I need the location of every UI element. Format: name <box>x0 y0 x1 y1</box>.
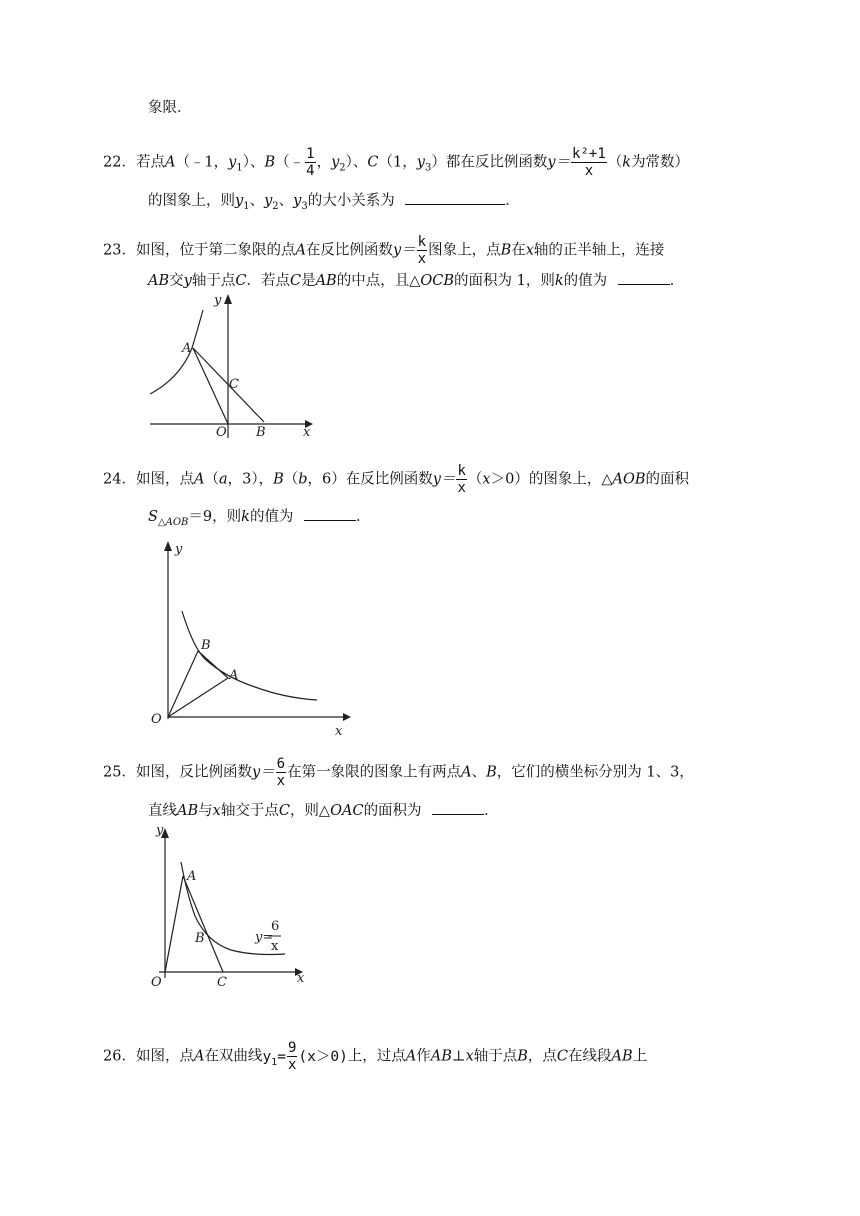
q24-figure <box>145 535 355 740</box>
q22-l2-y3: y <box>293 193 302 209</box>
q24-fig-x: x <box>335 724 343 739</box>
q25-oac: OAC <box>330 803 364 819</box>
q23-fraction <box>417 234 427 267</box>
q23-ab: AB <box>148 273 170 289</box>
q22-function-fraction <box>571 146 607 179</box>
q23-y-eq: y＝ <box>392 242 416 259</box>
q22-a-coords: （﹣1， <box>175 154 229 171</box>
q22-l2-y2: y <box>264 193 273 209</box>
q24-t5: ，6）在反比例函数 <box>307 471 433 488</box>
q24-t1: 如图，点 <box>135 471 194 488</box>
q25-fig-curve-num: 6 <box>271 919 280 934</box>
q23-t9: 是 <box>301 273 316 289</box>
q25-fig-x: x <box>297 971 305 986</box>
q24-fraction <box>456 463 466 496</box>
q24-t3: ，3）， <box>227 471 274 488</box>
q23-a: A <box>295 242 306 259</box>
q23-x: x <box>525 242 534 259</box>
q25-line2 <box>148 800 499 821</box>
q22-b-fraction <box>305 146 315 179</box>
q25-b: B <box>486 764 497 781</box>
q25-t6: 与 <box>198 803 213 819</box>
q23-figure <box>140 288 320 440</box>
q26-ab2: AB <box>611 1048 633 1065</box>
q23-k: k <box>554 273 564 289</box>
q24-number: 24． <box>103 471 136 488</box>
q24-answer-blank[interactable] <box>304 506 356 521</box>
q25-number: 25． <box>103 764 136 781</box>
q26-f-den: x <box>287 1057 297 1073</box>
q26-t1: 如图，点 <box>135 1048 194 1065</box>
q26-number: 26． <box>103 1048 136 1065</box>
q24-t2: （ <box>204 471 219 488</box>
q22-b-frac-den: 4 <box>306 163 315 179</box>
q25-f-num: 6 <box>276 756 286 772</box>
q23-t5: 轴的正半轴上，连接 <box>533 242 665 259</box>
q22-y3: y <box>416 154 425 171</box>
q24-x: x <box>482 471 491 488</box>
q26-t4: 作 <box>416 1048 431 1065</box>
q24-t4: （ <box>283 471 299 488</box>
q23-t4: 在 <box>511 242 526 259</box>
q24-s: S <box>148 509 158 525</box>
q25-fig-curve-den: x <box>271 939 279 954</box>
q25-ab: AB <box>177 803 199 819</box>
q25-figure <box>145 820 315 990</box>
q24-b: B <box>273 471 284 488</box>
q23-t7: 轴于点 <box>191 273 236 289</box>
q22-y1: y <box>228 154 237 171</box>
q23-number: 23． <box>103 242 136 259</box>
q23-t2: 在反比例函数 <box>305 242 393 259</box>
q24-a: A <box>193 471 205 488</box>
prev-question-tail: 象限． <box>148 100 192 116</box>
q22-point-a: A <box>164 154 176 171</box>
q24-fig-o: O <box>151 712 162 727</box>
q23-line1 <box>103 234 664 267</box>
q22-b-end: ）、 <box>345 154 368 171</box>
q22-b-open: （﹣ <box>275 154 305 171</box>
q23-c: C <box>235 273 247 289</box>
q22-b-frac-num: 1 <box>306 146 315 162</box>
q23-answer-blank[interactable] <box>618 270 670 285</box>
q23-t3: 图象上，点 <box>428 242 501 259</box>
q24-t6: （ <box>467 471 483 488</box>
q22-line2-a: 的图象上，则 <box>148 193 235 209</box>
q22-f-num: k²+1 <box>572 146 606 162</box>
q24-f-den: x <box>457 480 466 496</box>
q25-fig-curve-eq: y= <box>255 930 274 945</box>
q23-t8: ．若点 <box>246 273 290 289</box>
q22-y2: y <box>331 154 340 171</box>
q23-fig-o: O <box>216 425 227 440</box>
q26-y1: y <box>262 1048 272 1065</box>
q25-period: ． <box>484 803 499 819</box>
q25-t2: 在第一象限的图象上有两点 <box>287 764 462 781</box>
q25-c: C <box>278 803 290 819</box>
q22-line2: 的图象上，则$y_1$、$y_2$、$y_3$的大小关系为 ． <box>148 190 520 217</box>
q25-t1: 如图，反比例函数 <box>135 764 252 781</box>
q26-t2: 在双曲线 <box>204 1048 263 1065</box>
q23-period: ． <box>669 273 685 289</box>
q24-a-coord: a <box>218 471 228 488</box>
q24-fig-b: B <box>201 638 211 653</box>
q25-x: x <box>212 803 221 819</box>
q26-x: x <box>465 1048 474 1065</box>
q25-t7: 轴交于点 <box>220 803 279 819</box>
q25-fig-o: O <box>151 975 162 990</box>
q23-t11: 的面积为 1，则 <box>454 273 555 289</box>
q25-fig-y: y <box>156 823 164 838</box>
q23-ab2: AB <box>315 273 337 289</box>
q23-t1: 如图，位于第二象限的点 <box>135 242 296 259</box>
q23-ocb: OCB <box>420 273 454 289</box>
q22-k-close: 为常数） <box>631 154 690 171</box>
q23-t6: 交 <box>169 273 184 289</box>
q24-t8: 的面积 <box>645 471 689 488</box>
q26-a: A <box>193 1048 205 1065</box>
q24-t7: ＞0）的图象上，△ <box>490 471 613 488</box>
q22-k-open: （ <box>607 154 623 171</box>
q26-t8: 上 <box>632 1048 648 1065</box>
q22-f-den: x <box>584 163 594 179</box>
q25-line1 <box>103 756 694 789</box>
q23-f-num: k <box>417 234 427 250</box>
q22-a-end: ）、 <box>242 154 265 171</box>
q24-b-coord: b <box>298 471 308 488</box>
q22-k: k <box>622 154 632 171</box>
q24-t10: 的值为 <box>249 509 294 525</box>
q25-t9: 的面积为 <box>363 803 422 819</box>
q26-eq: = <box>277 1048 286 1065</box>
q22-line1: 22．若点A（﹣1，$y_1$）、B（﹣ $\frac{1}{4}$ ，$y_2$）、C（1，$y_3$）都在反比例函数y＝ $\frac{\text{k²+1}}{x}$ （k为常数） <box>103 146 690 179</box>
q22-point-b: B <box>264 154 276 171</box>
q25-fig-a: A <box>187 869 197 884</box>
q25-answer-blank[interactable] <box>432 800 484 815</box>
q22-c-coords: （1， <box>378 154 417 171</box>
q23-fig-b: B <box>256 425 266 440</box>
q24-line1 <box>103 463 689 496</box>
q26-b: B <box>517 1048 528 1065</box>
q26-y1-sub: 1 <box>271 1056 278 1068</box>
q22-l2-y1: y <box>235 193 244 209</box>
q25-a: A <box>461 764 472 781</box>
q23-t12: 的值为 <box>563 273 608 289</box>
q25-fraction <box>276 756 286 789</box>
q26-perp: ⊥ <box>451 1048 466 1065</box>
q23-f-den: x <box>417 251 427 267</box>
q23-b: B <box>500 242 512 259</box>
q26-a2: A <box>405 1048 417 1065</box>
q24-period: ． <box>356 509 371 525</box>
q24-y-eq: y＝ <box>432 471 456 488</box>
q26-formula <box>262 1040 348 1073</box>
q22-point-c: C <box>367 154 379 171</box>
q26-f-num: 9 <box>287 1040 297 1056</box>
q24-line2 <box>148 506 371 533</box>
q22-answer-blank[interactable] <box>405 190 505 205</box>
q24-k: k <box>241 509 250 525</box>
q26-t6: ，点 <box>527 1048 557 1065</box>
q25-t5: 直线 <box>148 803 177 819</box>
q24-fig-a: A <box>229 668 239 683</box>
q25-t4: ，它们的横坐标分别为 1、3， <box>496 764 694 781</box>
q24-aob: AOB <box>612 471 646 488</box>
q26-c: C <box>556 1048 569 1065</box>
q23-fig-a: A <box>182 341 192 356</box>
q22-y-eq: y＝ <box>547 154 571 171</box>
q24-s-sub: △AOB <box>157 516 189 528</box>
q23-fig-y: y <box>214 293 222 308</box>
q23-fig-c: C <box>229 377 239 392</box>
q22-period: ． <box>505 193 520 209</box>
q23-t10: 的中点，且△ <box>336 273 421 289</box>
q22-c-end: ）都在反比例函数 <box>431 154 548 171</box>
q24-fig-y: y <box>175 542 183 557</box>
q25-y-eq: y＝ <box>251 764 275 781</box>
q25-fig-b: B <box>195 931 205 946</box>
q22-text: 若点 <box>135 154 165 171</box>
q24-f-num: k <box>457 463 466 479</box>
q23-fig-x: x <box>303 425 311 440</box>
q25-fig-c: C <box>217 975 227 990</box>
q26-line1 <box>103 1040 647 1073</box>
q25-t3: 、 <box>471 764 487 781</box>
q26-fraction <box>287 1040 297 1073</box>
q25-f-den: x <box>276 773 286 789</box>
q26-t3: 上，过点 <box>347 1048 406 1065</box>
q22-line2-b: 的大小关系为 <box>307 193 395 209</box>
q22-b-comma: ， <box>316 154 332 171</box>
q23-y: y <box>183 273 192 289</box>
q26-t5: 轴于点 <box>473 1048 518 1065</box>
q25-t8: ，则△ <box>289 803 331 819</box>
q22-number: 22． <box>103 154 136 171</box>
q26-t7: 在线段 <box>568 1048 612 1065</box>
q26-ab: AB <box>430 1048 452 1065</box>
q26-cond: (x＞0) <box>298 1048 348 1065</box>
q24-t9: ＝9，则 <box>188 509 242 525</box>
q23-c2: C <box>289 273 302 289</box>
